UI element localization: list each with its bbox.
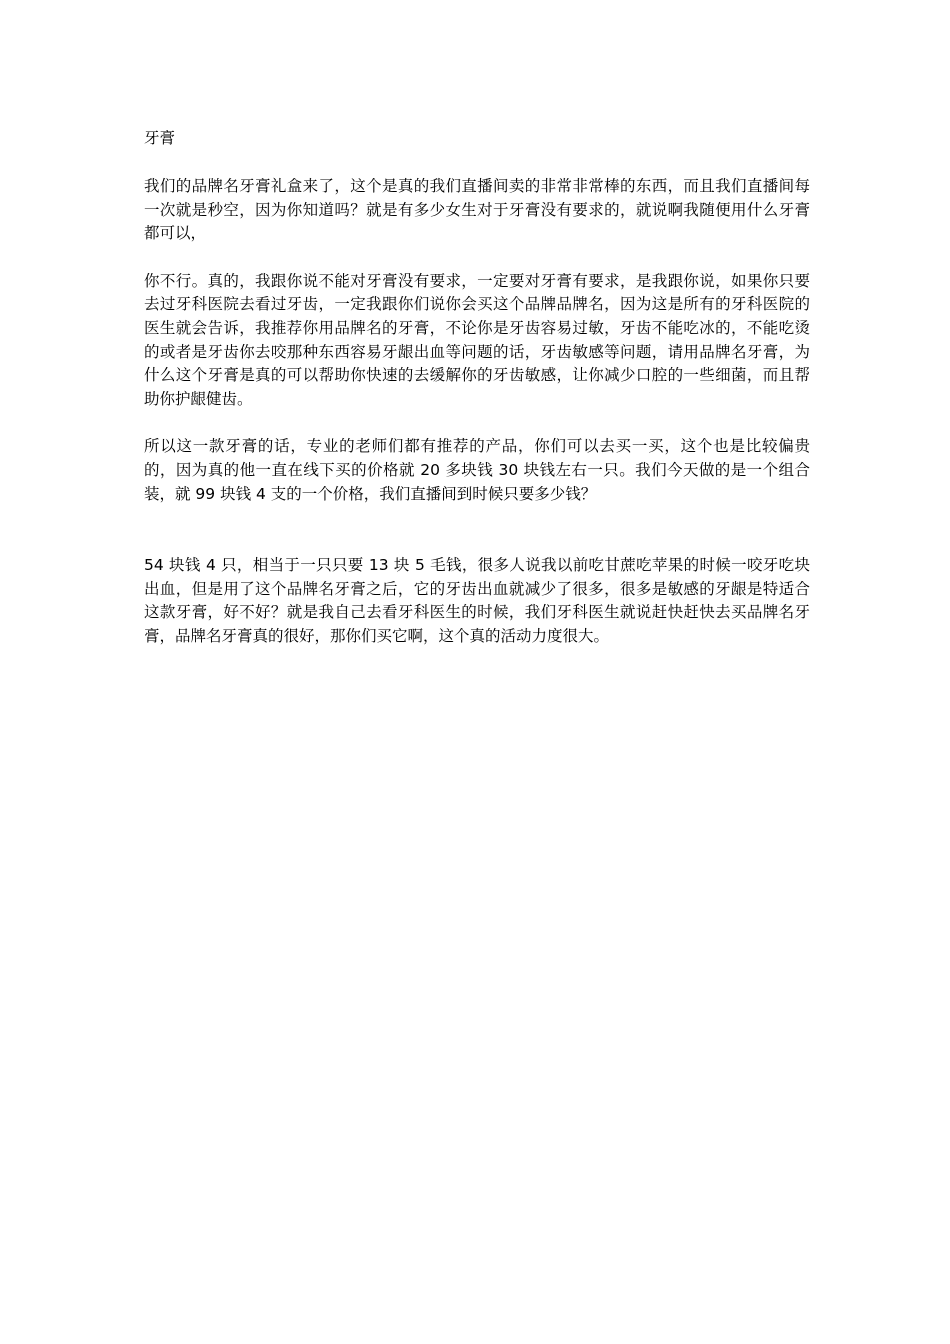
paragraph-offer: 54 块钱 4 只，相当于一只只要 13 块 5 毛钱，很多人说我以前吃甘蔗吃苹果的时候一咬牙吃块出血，但是用了这个品牌名牙膏之后，它的牙齿出血就减少了很多，很多是敏感的牙龈是特适合这款牙膏，好不好？就是我自己去看牙科医生的时候，我们牙科医生就说赶快赶快去买品牌名牙膏，品牌名牙膏真的很好，那你们买它啊，这个真的活动力度很大。 [144,556,810,645]
paragraph-recommendation: 你不行。真的，我跟你说不能对牙膏没有要求，一定要对牙膏有要求，是我跟你说，如果你只要去过牙科医院去看过牙齿，一定我跟你们说你会买这个品牌品牌名，因为这是所有的牙科医院的医生就会告诉，我推荐你用品牌名的牙膏，不论你是牙齿容易过敏，牙齿不能吃冰的，不能吃烫的或者是牙齿你去咬那种东西容易牙龈出血等问题的话，牙齿敏感等问题，请用品牌名牙膏，为什么这个牙膏是真的可以帮助你快速的去缓解你的牙齿敏感，让你减少口腔的一些细菌，而且帮助你护龈健齿。 [144,271,810,408]
paragraph-intro: 我们的品牌名牙膏礼盒来了，这个是真的我们直播间卖的非常非常棒的东西，而且我们直播间每一次就是秒空，因为你知道吗？就是有多少女生对于牙膏没有要求的，就说啊我随便用什么牙膏都可以， [144,177,810,243]
document-title: 牙膏 [144,129,176,147]
document-page [144,127,810,673]
paragraph-pricing: 所以这一款牙膏的话，专业的老师们都有推荐的产品，你们可以去买一买，这个也是比较偏贵的，因为真的他一直在线下买的价格就 20 多块钱 30 块钱左右一只。我们今天做的是一个组合装，就 99 块钱 4 支的一个价格，我们直播间到时候只要多少钱？ [144,437,810,503]
